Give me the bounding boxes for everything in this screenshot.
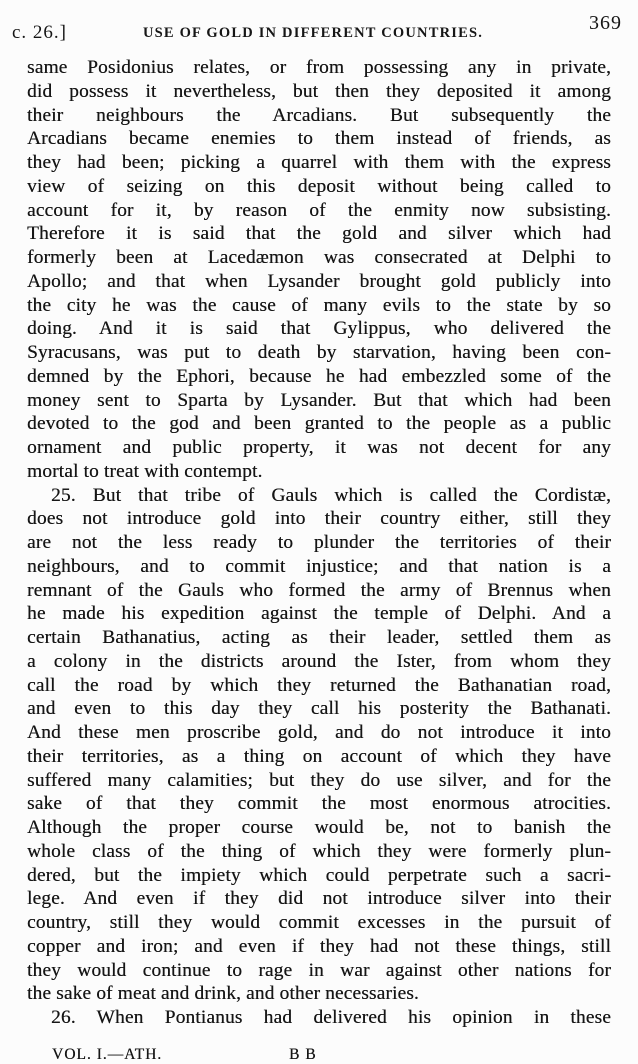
running-header xyxy=(12,12,624,46)
text-line: their territories, as a thing on account of which they have xyxy=(27,745,611,767)
text-line: dered, but the impiety which could perpetrate such a sacri- xyxy=(27,864,611,886)
text-line: sake of that they commit the most enormous atrocities. xyxy=(27,793,611,815)
text-line: the sake of meat and drink, and other necessaries. xyxy=(27,983,419,1005)
text-line: copper and iron; and even if they had not these things, still xyxy=(27,935,611,957)
paragraph xyxy=(27,56,611,484)
running-title: USE OF GOLD IN DIFFERENT COUNTRIES. xyxy=(142,25,484,41)
text-line: doing. And it is said that Gylippus, who delivered the xyxy=(27,318,611,340)
page-footer xyxy=(27,1046,611,1062)
text-line: And these men proscribe gold, and do not introduce it into xyxy=(27,722,611,743)
text-line: ornament and public property, it was not decent for any xyxy=(27,437,611,458)
text-line: mortal to treat with contempt. xyxy=(27,460,263,482)
text-line: Syracusans, was put to death by starvation, having been con- xyxy=(27,342,611,363)
text-line: did possess it nevertheless, but then they deposited it among xyxy=(27,80,611,102)
text-line: certain Bathanatius, acting as their leader, settled them as xyxy=(27,627,611,648)
text-line: they had been; picking a quarrel with them with the express xyxy=(27,152,611,173)
text-line: lege. And even if they did not introduce silver into their xyxy=(27,888,611,910)
text-line: country, still they would commit excesses in the pursuit of xyxy=(27,912,611,933)
text-line: does not introduce gold into their country either, still they xyxy=(27,508,611,530)
text-line: the city he was the cause of many evils to the state by so xyxy=(27,294,611,316)
text-line: Therefore it is said that the gold and silver which had xyxy=(27,223,611,245)
text-line: Although the proper course would be, not to banish the xyxy=(27,817,611,838)
text-line: they would continue to rage in war against other nations for xyxy=(27,959,611,981)
text-line: and even to this day they call his posterity the Bathanati. xyxy=(27,698,611,720)
paragraph xyxy=(27,1006,611,1030)
text-line: a colony in the districts around the Ister, from whom they xyxy=(27,650,611,672)
text-line: remnant of the Gauls who formed the army of Brennus when xyxy=(27,579,611,601)
text-line: same Posidonius relates, or from possessing any in private, xyxy=(27,57,611,78)
text-line: formerly been at Lacedæmon was consecrated at Delphi to xyxy=(27,247,611,268)
text-line: suffered many calamities; but they do use silver, and for the xyxy=(27,769,611,791)
text-line: neighbours, and to commit injustice; and that nation is a xyxy=(27,555,611,577)
text-line: account for it, by reason of the enmity now subsisting. xyxy=(27,199,611,221)
text-line: their neighbours the Arcadians. But subsequently the xyxy=(27,104,611,126)
signature-mark: B B xyxy=(289,1046,317,1063)
text-line: call the road by which they returned the Bathanatian road, xyxy=(27,674,611,696)
text-line: view of seizing on this deposit without being called to xyxy=(27,175,611,197)
paragraph xyxy=(27,484,611,1007)
text-line: 25. But that tribe of Gauls which is called the Cordistæ, xyxy=(51,484,611,506)
text-line: demned by the Ephori, because he had embezzled some of the xyxy=(27,365,611,387)
text-line: money sent to Sparta by Lysander. But that which had been xyxy=(27,389,611,411)
page-body xyxy=(27,56,611,1030)
chapter-marker: c. 26.] xyxy=(12,22,68,43)
text-line: devoted to the god and been granted to the people as a public xyxy=(27,413,611,435)
volume-label: VOL. I.—ATH. xyxy=(52,1046,163,1063)
text-line: are not the less ready to plunder the territories of their xyxy=(27,532,611,553)
text-line: Apollo; and that when Lysander brought gold publicly into xyxy=(27,270,611,292)
text-line: whole class of the thing of which they were formerly plun- xyxy=(27,840,611,862)
page-number: 369 xyxy=(589,12,622,34)
text-line: he made his expedition against the temple of Delphi. And a xyxy=(27,603,611,625)
text-line: 26. When Pontianus had delivered his opinion in these xyxy=(51,1007,611,1028)
text-line: Arcadians became enemies to them instead of friends, as xyxy=(27,128,611,150)
